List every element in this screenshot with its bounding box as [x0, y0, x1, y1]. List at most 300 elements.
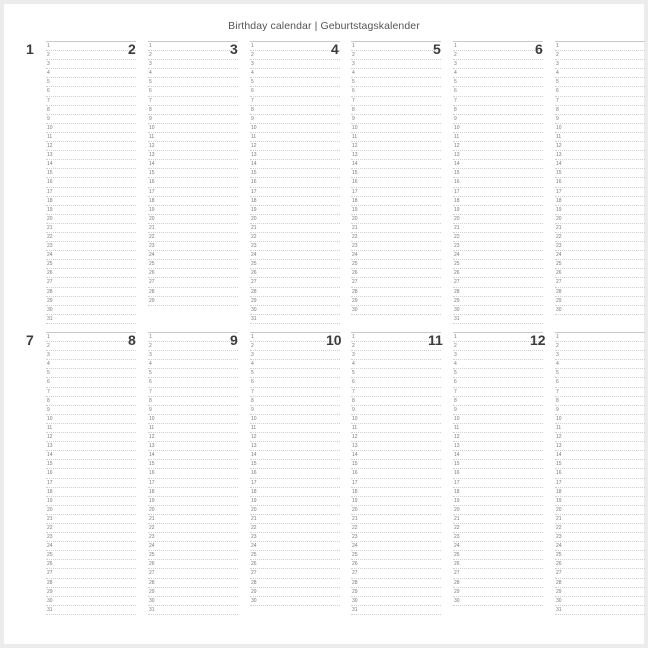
day-line[interactable] — [46, 233, 136, 242]
day-line[interactable] — [250, 360, 340, 369]
day-line[interactable] — [351, 606, 441, 615]
day-line[interactable] — [351, 151, 441, 160]
day-line[interactable] — [453, 197, 543, 206]
day-line[interactable] — [351, 469, 441, 478]
day-line[interactable] — [46, 78, 136, 87]
day-line[interactable] — [351, 506, 441, 515]
day-line[interactable] — [250, 51, 340, 60]
day-line[interactable] — [46, 169, 136, 178]
day-line[interactable] — [453, 306, 543, 315]
day-line[interactable] — [46, 524, 136, 533]
day-line[interactable] — [555, 142, 645, 151]
day-line[interactable] — [148, 515, 238, 524]
day-line[interactable] — [250, 178, 340, 187]
day-line[interactable] — [148, 233, 238, 242]
day-line[interactable] — [250, 442, 340, 451]
day-line[interactable] — [148, 242, 238, 251]
day-line[interactable] — [351, 69, 441, 78]
day-line[interactable] — [555, 588, 645, 597]
day-line[interactable] — [148, 142, 238, 151]
day-line[interactable] — [250, 133, 340, 142]
day-line[interactable] — [453, 206, 543, 215]
day-line[interactable] — [555, 60, 645, 69]
day-line[interactable] — [46, 497, 136, 506]
day-line[interactable] — [453, 542, 543, 551]
day-line[interactable] — [555, 497, 645, 506]
day-line[interactable] — [351, 224, 441, 233]
day-line[interactable] — [46, 406, 136, 415]
day-line[interactable] — [46, 424, 136, 433]
day-line[interactable] — [555, 106, 645, 115]
day-line[interactable] — [250, 515, 340, 524]
day-line[interactable] — [46, 606, 136, 615]
day-line[interactable] — [555, 606, 645, 615]
day-line[interactable] — [46, 378, 136, 387]
day-line[interactable] — [555, 579, 645, 588]
day-line[interactable] — [46, 278, 136, 287]
day-line[interactable] — [148, 588, 238, 597]
day-line[interactable] — [148, 560, 238, 569]
day-line[interactable] — [46, 215, 136, 224]
day-line[interactable] — [351, 488, 441, 497]
day-line[interactable] — [148, 506, 238, 515]
day-line[interactable] — [351, 278, 441, 287]
day-line[interactable] — [46, 151, 136, 160]
day-line[interactable] — [250, 469, 340, 478]
day-line[interactable] — [46, 479, 136, 488]
day-line[interactable] — [351, 97, 441, 106]
day-line[interactable] — [148, 524, 238, 533]
day-line[interactable] — [555, 215, 645, 224]
day-line[interactable] — [555, 351, 645, 360]
day-line[interactable] — [555, 415, 645, 424]
day-line[interactable] — [453, 488, 543, 497]
day-line[interactable] — [555, 124, 645, 133]
day-line[interactable] — [555, 260, 645, 269]
day-line[interactable] — [453, 460, 543, 469]
day-line[interactable] — [351, 460, 441, 469]
day-line[interactable] — [351, 142, 441, 151]
day-line[interactable] — [46, 442, 136, 451]
day-line[interactable] — [453, 178, 543, 187]
day-line[interactable] — [250, 78, 340, 87]
day-line[interactable] — [250, 551, 340, 560]
day-line[interactable] — [250, 242, 340, 251]
day-line[interactable] — [555, 515, 645, 524]
day-line[interactable] — [453, 169, 543, 178]
day-line[interactable] — [351, 551, 441, 560]
day-line[interactable] — [351, 188, 441, 197]
day-line[interactable] — [351, 579, 441, 588]
day-line[interactable] — [555, 406, 645, 415]
day-line[interactable] — [555, 479, 645, 488]
day-line[interactable] — [351, 269, 441, 278]
day-line[interactable] — [46, 560, 136, 569]
day-line[interactable] — [148, 551, 238, 560]
day-line[interactable] — [148, 60, 238, 69]
day-line[interactable] — [250, 142, 340, 151]
day-line[interactable] — [555, 524, 645, 533]
day-line[interactable] — [46, 260, 136, 269]
day-line[interactable] — [46, 251, 136, 260]
day-line[interactable] — [555, 560, 645, 569]
day-line[interactable] — [555, 224, 645, 233]
day-line[interactable] — [250, 224, 340, 233]
day-line[interactable] — [148, 197, 238, 206]
day-line[interactable] — [46, 515, 136, 524]
day-line[interactable] — [351, 233, 441, 242]
day-line[interactable] — [46, 551, 136, 560]
day-line[interactable] — [148, 406, 238, 415]
day-line[interactable] — [351, 569, 441, 578]
day-line[interactable] — [555, 306, 645, 315]
day-line[interactable] — [250, 388, 340, 397]
day-line[interactable] — [351, 406, 441, 415]
day-line[interactable] — [351, 242, 441, 251]
day-line[interactable] — [148, 106, 238, 115]
day-line[interactable] — [250, 87, 340, 96]
day-line[interactable] — [148, 569, 238, 578]
day-line[interactable] — [351, 251, 441, 260]
day-line[interactable] — [148, 115, 238, 124]
day-line[interactable] — [148, 69, 238, 78]
day-line[interactable] — [453, 451, 543, 460]
day-line[interactable] — [148, 224, 238, 233]
day-line[interactable] — [148, 597, 238, 606]
day-line[interactable] — [250, 269, 340, 278]
day-line[interactable] — [250, 160, 340, 169]
day-line[interactable] — [351, 588, 441, 597]
day-line[interactable] — [46, 588, 136, 597]
day-line[interactable] — [555, 469, 645, 478]
day-line[interactable] — [453, 479, 543, 488]
day-line[interactable] — [453, 188, 543, 197]
day-line[interactable] — [453, 133, 543, 142]
day-line[interactable] — [250, 251, 340, 260]
day-line[interactable] — [46, 397, 136, 406]
day-line[interactable] — [453, 388, 543, 397]
day-line[interactable] — [250, 588, 340, 597]
day-line[interactable] — [46, 297, 136, 306]
day-line[interactable] — [351, 479, 441, 488]
day-line[interactable] — [555, 442, 645, 451]
day-line[interactable] — [250, 560, 340, 569]
day-line[interactable] — [555, 378, 645, 387]
day-line[interactable] — [453, 260, 543, 269]
day-line[interactable] — [453, 242, 543, 251]
day-line[interactable] — [351, 124, 441, 133]
day-line[interactable] — [351, 397, 441, 406]
day-line[interactable] — [453, 269, 543, 278]
day-line[interactable] — [46, 488, 136, 497]
day-line[interactable] — [148, 479, 238, 488]
day-line[interactable] — [148, 388, 238, 397]
day-line[interactable] — [250, 197, 340, 206]
day-line[interactable] — [148, 188, 238, 197]
day-line[interactable] — [351, 424, 441, 433]
day-line[interactable] — [46, 42, 136, 51]
day-line[interactable] — [351, 260, 441, 269]
day-line[interactable] — [250, 533, 340, 542]
day-line[interactable] — [351, 369, 441, 378]
day-line[interactable] — [46, 269, 136, 278]
day-line[interactable] — [351, 306, 441, 315]
day-line[interactable] — [148, 251, 238, 260]
day-line[interactable] — [250, 69, 340, 78]
day-line[interactable] — [250, 306, 340, 315]
day-line[interactable] — [453, 424, 543, 433]
day-line[interactable] — [46, 460, 136, 469]
day-line[interactable] — [453, 251, 543, 260]
day-line[interactable] — [46, 388, 136, 397]
day-line[interactable] — [46, 160, 136, 169]
day-line[interactable] — [555, 206, 645, 215]
day-line[interactable] — [250, 524, 340, 533]
day-line[interactable] — [453, 297, 543, 306]
day-line[interactable] — [250, 397, 340, 406]
day-line[interactable] — [250, 378, 340, 387]
day-line[interactable] — [148, 151, 238, 160]
day-line[interactable] — [148, 269, 238, 278]
day-line[interactable] — [148, 297, 238, 306]
day-line[interactable] — [351, 597, 441, 606]
day-line[interactable] — [250, 479, 340, 488]
day-line[interactable] — [148, 488, 238, 497]
day-line[interactable] — [351, 533, 441, 542]
day-line[interactable] — [46, 597, 136, 606]
day-line[interactable] — [453, 97, 543, 106]
day-line[interactable] — [453, 378, 543, 387]
day-line[interactable] — [250, 369, 340, 378]
day-line[interactable] — [453, 415, 543, 424]
day-line[interactable] — [555, 288, 645, 297]
day-line[interactable] — [453, 579, 543, 588]
day-line[interactable] — [148, 215, 238, 224]
day-line[interactable] — [555, 506, 645, 515]
day-line[interactable] — [555, 169, 645, 178]
day-line[interactable] — [453, 106, 543, 115]
day-line[interactable] — [351, 497, 441, 506]
day-line[interactable] — [250, 451, 340, 460]
day-line[interactable] — [453, 42, 543, 51]
day-line[interactable] — [250, 60, 340, 69]
day-line[interactable] — [46, 306, 136, 315]
day-line[interactable] — [555, 488, 645, 497]
day-line[interactable] — [46, 69, 136, 78]
day-line[interactable] — [148, 278, 238, 287]
day-line[interactable] — [46, 142, 136, 151]
day-line[interactable] — [148, 606, 238, 615]
day-line[interactable] — [453, 406, 543, 415]
day-line[interactable] — [46, 288, 136, 297]
day-line[interactable] — [250, 424, 340, 433]
day-line[interactable] — [555, 597, 645, 606]
day-line[interactable] — [250, 260, 340, 269]
day-line[interactable] — [555, 388, 645, 397]
day-line[interactable] — [555, 115, 645, 124]
day-line[interactable] — [46, 197, 136, 206]
day-line[interactable] — [148, 415, 238, 424]
day-line[interactable] — [453, 442, 543, 451]
day-line[interactable] — [46, 579, 136, 588]
day-line[interactable] — [46, 360, 136, 369]
day-line[interactable] — [555, 551, 645, 560]
day-line[interactable] — [46, 60, 136, 69]
day-line[interactable] — [351, 288, 441, 297]
day-line[interactable] — [351, 60, 441, 69]
day-line[interactable] — [555, 460, 645, 469]
day-line[interactable] — [148, 333, 238, 342]
day-line[interactable] — [250, 597, 340, 606]
day-line[interactable] — [250, 460, 340, 469]
day-line[interactable] — [148, 497, 238, 506]
day-line[interactable] — [453, 515, 543, 524]
day-line[interactable] — [555, 369, 645, 378]
day-line[interactable] — [148, 124, 238, 133]
day-line[interactable] — [351, 87, 441, 96]
day-line[interactable] — [148, 42, 238, 51]
day-line[interactable] — [555, 51, 645, 60]
day-line[interactable] — [46, 469, 136, 478]
day-line[interactable] — [148, 360, 238, 369]
day-line[interactable] — [351, 515, 441, 524]
day-line[interactable] — [148, 342, 238, 351]
day-line[interactable] — [148, 378, 238, 387]
day-line[interactable] — [351, 415, 441, 424]
day-line[interactable] — [46, 224, 136, 233]
day-line[interactable] — [351, 206, 441, 215]
day-line[interactable] — [46, 188, 136, 197]
day-line[interactable] — [351, 388, 441, 397]
day-line[interactable] — [453, 497, 543, 506]
day-line[interactable] — [453, 160, 543, 169]
day-line[interactable] — [46, 433, 136, 442]
day-line[interactable] — [555, 251, 645, 260]
day-line[interactable] — [250, 106, 340, 115]
day-line[interactable] — [555, 78, 645, 87]
day-line[interactable] — [46, 569, 136, 578]
day-line[interactable] — [555, 87, 645, 96]
day-line[interactable] — [250, 415, 340, 424]
day-line[interactable] — [46, 506, 136, 515]
day-line[interactable] — [453, 524, 543, 533]
day-line[interactable] — [351, 433, 441, 442]
day-line[interactable] — [148, 397, 238, 406]
day-line[interactable] — [46, 533, 136, 542]
day-line[interactable] — [351, 297, 441, 306]
day-line[interactable] — [250, 569, 340, 578]
day-line[interactable] — [46, 106, 136, 115]
day-line[interactable] — [453, 288, 543, 297]
day-line[interactable] — [148, 433, 238, 442]
day-line[interactable] — [46, 97, 136, 106]
day-line[interactable] — [453, 87, 543, 96]
day-line[interactable] — [351, 106, 441, 115]
day-line[interactable] — [250, 97, 340, 106]
day-line[interactable] — [351, 524, 441, 533]
day-line[interactable] — [46, 206, 136, 215]
day-line[interactable] — [453, 224, 543, 233]
day-line[interactable] — [148, 451, 238, 460]
day-line[interactable] — [453, 569, 543, 578]
day-line[interactable] — [250, 497, 340, 506]
day-line[interactable] — [148, 533, 238, 542]
day-line[interactable] — [250, 215, 340, 224]
day-line[interactable] — [148, 460, 238, 469]
day-line[interactable] — [148, 424, 238, 433]
day-line[interactable] — [453, 124, 543, 133]
day-line[interactable] — [148, 169, 238, 178]
day-line[interactable] — [351, 160, 441, 169]
day-line[interactable] — [46, 124, 136, 133]
day-line[interactable] — [250, 278, 340, 287]
day-line[interactable] — [351, 51, 441, 60]
day-line[interactable] — [453, 597, 543, 606]
day-line[interactable] — [453, 69, 543, 78]
day-line[interactable] — [555, 451, 645, 460]
day-line[interactable] — [250, 188, 340, 197]
day-line[interactable] — [250, 488, 340, 497]
day-line[interactable] — [148, 260, 238, 269]
day-line[interactable] — [148, 133, 238, 142]
day-line[interactable] — [351, 442, 441, 451]
day-line[interactable] — [453, 60, 543, 69]
day-line[interactable] — [250, 433, 340, 442]
day-line[interactable] — [351, 169, 441, 178]
day-line[interactable] — [453, 278, 543, 287]
day-line[interactable] — [351, 78, 441, 87]
day-line[interactable] — [453, 533, 543, 542]
day-line[interactable] — [351, 215, 441, 224]
day-line[interactable] — [555, 178, 645, 187]
day-line[interactable] — [555, 197, 645, 206]
day-line[interactable] — [555, 569, 645, 578]
day-line[interactable] — [148, 442, 238, 451]
day-line[interactable] — [453, 397, 543, 406]
day-line[interactable] — [453, 51, 543, 60]
day-line[interactable] — [250, 579, 340, 588]
day-line[interactable] — [250, 542, 340, 551]
day-line[interactable] — [250, 315, 340, 324]
day-line[interactable] — [250, 406, 340, 415]
day-line[interactable] — [46, 87, 136, 96]
day-line[interactable] — [453, 551, 543, 560]
day-line[interactable] — [555, 151, 645, 160]
day-line[interactable] — [46, 333, 136, 342]
day-line[interactable] — [453, 215, 543, 224]
day-line[interactable] — [555, 188, 645, 197]
day-line[interactable] — [351, 542, 441, 551]
day-line[interactable] — [453, 433, 543, 442]
day-line[interactable] — [453, 360, 543, 369]
day-line[interactable] — [351, 451, 441, 460]
day-line[interactable] — [148, 178, 238, 187]
day-line[interactable] — [351, 351, 441, 360]
day-line[interactable] — [453, 78, 543, 87]
day-line[interactable] — [351, 197, 441, 206]
day-line[interactable] — [250, 151, 340, 160]
day-line[interactable] — [351, 133, 441, 142]
day-line[interactable] — [555, 333, 645, 342]
day-line[interactable] — [555, 278, 645, 287]
day-line[interactable] — [46, 51, 136, 60]
day-line[interactable] — [351, 378, 441, 387]
day-line[interactable] — [250, 297, 340, 306]
day-line[interactable] — [148, 160, 238, 169]
day-line[interactable] — [250, 351, 340, 360]
day-line[interactable] — [46, 133, 136, 142]
day-line[interactable] — [555, 433, 645, 442]
